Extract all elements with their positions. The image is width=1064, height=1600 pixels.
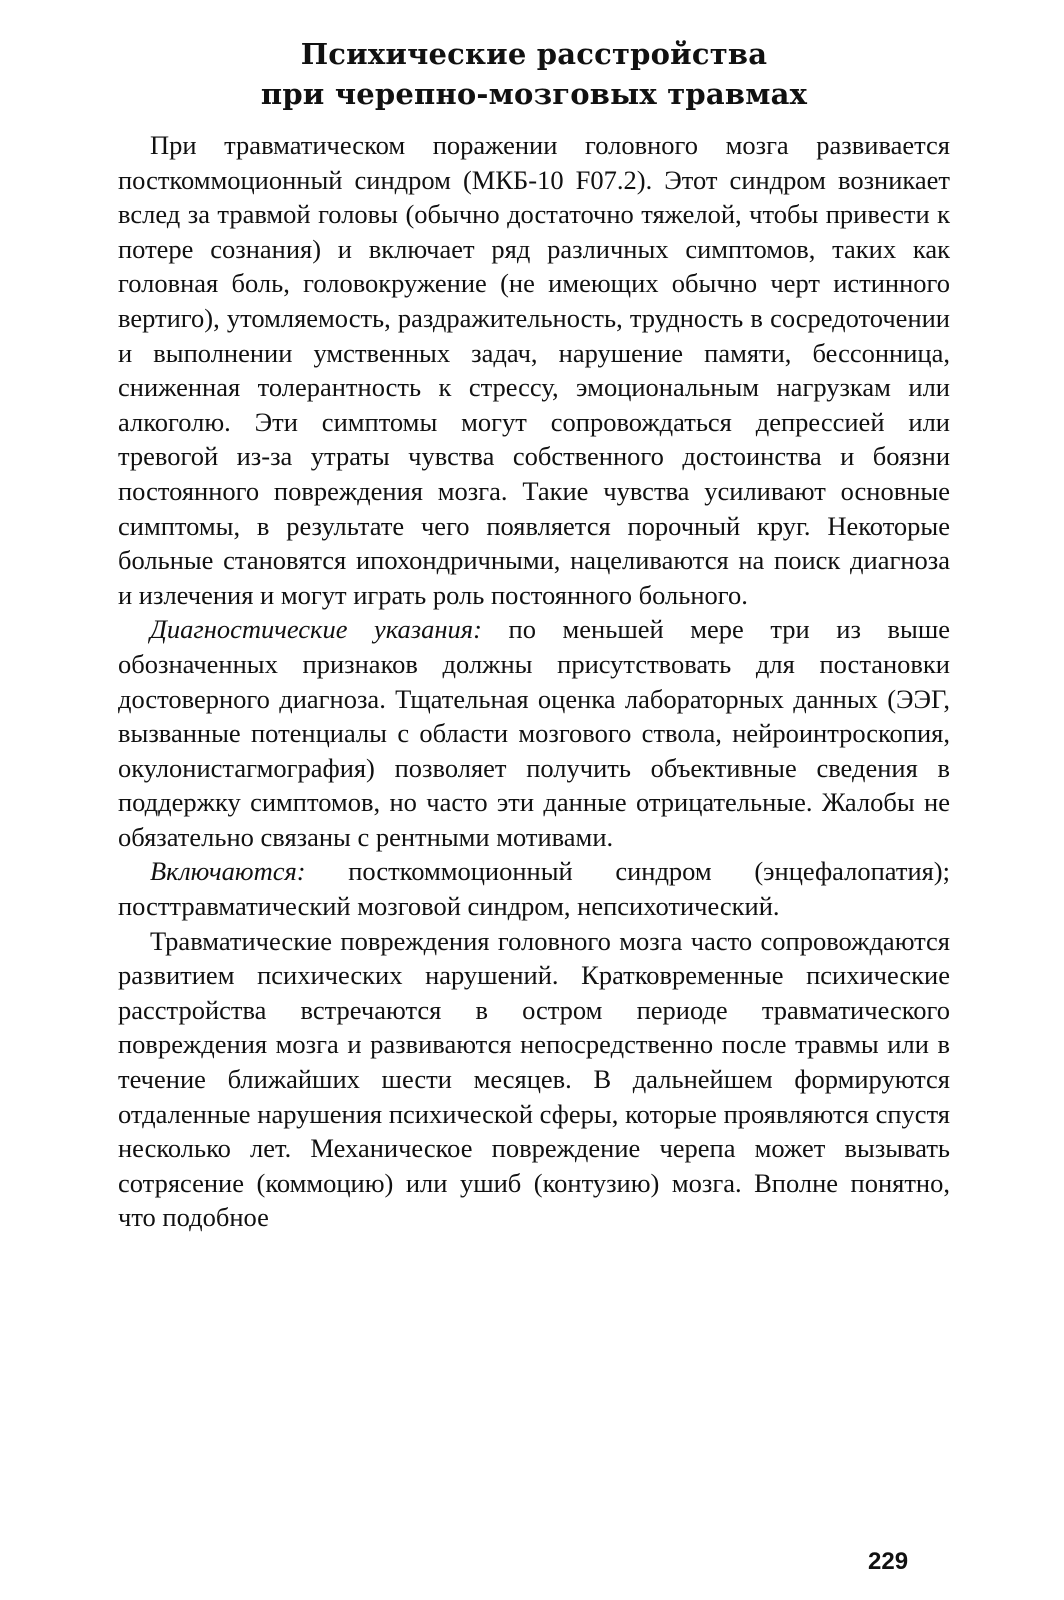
- includes-text: посткоммоционный синдром (энцефалопатия); посттравматический мозговой синдром, непсихотический.: [118, 856, 950, 922]
- paragraph-traumatic-injuries: Травматические повреждения головного мозга часто сопровождаются развитием психических нарушений. Кратковременные психические расстройства встречаются в остром периоде травматического повреждения мозга и развиваются непосредственно после травмы или в течение ближайших шести месяцев. В дальнейшем формируются отдаленные нарушения психической сферы, которые проявляются спустя несколько лет. Механическое повреждение черепа может вызывать сотрясение (коммоцию) или ушиб (контузию) мозга. Вполне понятно, что подобное: [118, 925, 950, 1233]
- diagnostic-guidelines-text: по меньшей мере три из выше обозначенных признаков должны присутствовать для постановки достоверного диагноза. Тщательная оценка лабораторных данных (ЭЭГ, вызванные потенциалы с области мозгового ствола, нейроинтроскопия, окулонистагмография) позволяет получить объективные сведения в поддержку симптомов, но часто эти данные отрицательные. Жалобы не обязательно связаны с рентными мотивами.: [118, 614, 950, 852]
- page-number: 229: [868, 1548, 909, 1575]
- includes-label: Включаются:: [150, 856, 306, 887]
- title-line-1: Психические расстройства: [300, 37, 768, 71]
- paragraph-diagnostic-guidelines: [118, 612, 950, 854]
- diagnostic-guidelines-label: Диагностические указания:: [150, 614, 482, 645]
- paragraph-postconcussion-syndrome: При травматическом поражении головного мозга развивается посткоммоционный синдром (МКБ-10 F07.2). Этот синдром возникает вслед за травмой головы (обычно достаточно тяжелой, чтобы привести к потере сознания) и включает ряд различных симптомов, таких как головная боль, головокружение (не имеющих обычно черт истинного вертиго), утомляемость, раздражительность, трудность в сосредоточении и выполнении умственных задач, нарушение памяти, бессонница, сниженная толерантность к стрессу, эмоциональным нагрузкам или алкоголю. Эти симптомы могут сопровождаться депрессией или тревогой из-за утраты чувства собственного достоинства и боязни постоянного повреждения мозга. Такие чувства усиливают основные симптомы, в результате чего появляется порочный круг. Некоторые больные становятся ипохондричными, нацеливаются на поиск диагноза и излечения и могут играть роль постоянного больного.: [118, 130, 950, 610]
- title-line-2: при черепно-мозговых травмах: [260, 77, 808, 111]
- paragraph-includes: [118, 854, 950, 923]
- book-page: [118, 34, 950, 1574]
- page-title: [118, 34, 950, 114]
